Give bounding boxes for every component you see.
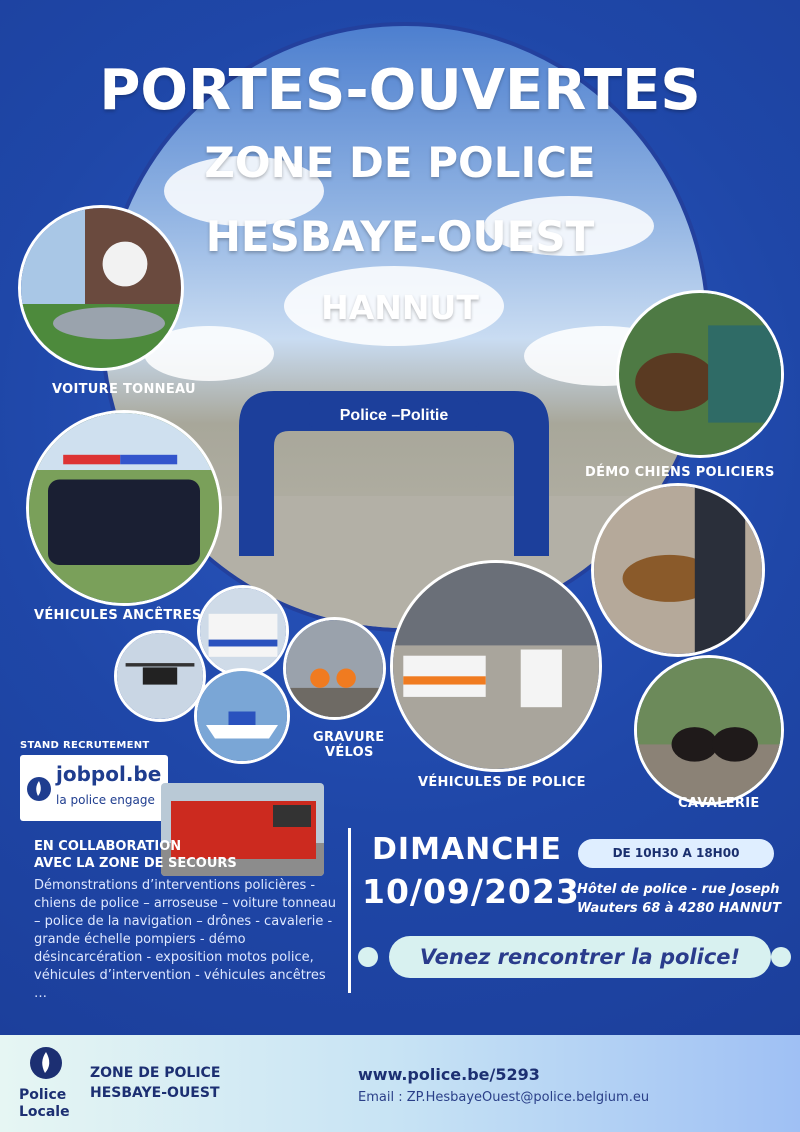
photo-vehicules-police [390,560,602,772]
photo-cavalerie [634,655,784,805]
collaboration-line2: AVEC LA ZONE DE SECOURS [34,856,237,871]
footer-url-link[interactable]: www.police.be/5293 [358,1065,540,1084]
photo-drone [114,630,206,722]
label-demo-chiens: DÉMO CHIENS POLICIERS [585,465,775,480]
logo-line2: Locale [19,1104,70,1120]
police-locale-logo-text [19,1087,70,1121]
event-day: DIMANCHE [372,832,562,867]
slogan-pill: Venez rencontrer la police! [389,936,771,978]
event-date: 10/09/2023 [362,872,580,911]
footer [0,1035,800,1132]
photo-voiture-tonneau [18,205,184,371]
photo-arroseuse [197,585,289,677]
footer-zone [90,1063,220,1103]
photo-chien-berger [591,483,765,657]
label-vehicules-ancetres: VÉHICULES ANCÊTRES [34,608,202,623]
collaboration-line1: EN COLLABORATION [34,839,182,854]
dot-right [771,947,791,967]
police-locale-icon [28,1045,64,1081]
activities-description: Démonstrations d’interventions policières - chiens de police – arroseuse – voiture tonneau – police de la navigation – drônes - cavalerie - grande échelle pompiers - démo désincarcération - exposition motos police, véhicules d’intervention - véhicules ancêtres … [34,878,337,1001]
title-line2: ZONE DE POLICE [204,138,596,187]
label-gravure-line1: GRAVURE [313,730,385,745]
zone-line2: HESBAYE-OUEST [90,1085,220,1101]
inflatable-arch [229,386,559,556]
arch-text: Police –Politie [339,407,449,424]
title-line3: HESBAYE-OUEST [205,212,595,261]
photo-gravure-velos [283,617,386,720]
photo-vehicules-ancetres [26,410,222,606]
recruitment-label: STAND RECRUTEMENT [20,740,150,751]
title-line4: HANNUT [321,288,479,327]
zone-line1: ZONE DE POLICE [90,1065,221,1081]
dot-left [358,947,378,967]
police-flame-icon [26,776,52,802]
logo-line1: Police [19,1087,67,1103]
label-voiture-tonneau: VOITURE TONNEAU [52,382,196,397]
label-cavalerie: CAVALERIE [678,796,760,811]
jobpol-brand: jobpol.be [56,762,162,786]
photo-demo-chiens [616,290,784,458]
title-line1: PORTES-OUVERTES [99,58,701,123]
footer-email-link[interactable]: Email : ZP.HesbayeOuest@police.belgium.eu [358,1090,650,1105]
label-gravure-line2: VÉLOS [325,745,374,760]
divider-line [348,828,351,993]
label-vehicules-police: VÉHICULES DE POLICE [418,775,586,790]
jobpol-logo[interactable] [20,755,168,821]
address-line1: Hôtel de police - rue Joseph [577,882,780,897]
photo-bateau [194,668,290,764]
collaboration-heading [34,838,237,872]
event-address [577,880,781,918]
event-hours: DE 10H30 A 18H00 [578,839,774,868]
address-line2: Wauters 68 à 4280 HANNUT [577,901,781,916]
jobpol-tagline: la police engage [56,793,155,807]
